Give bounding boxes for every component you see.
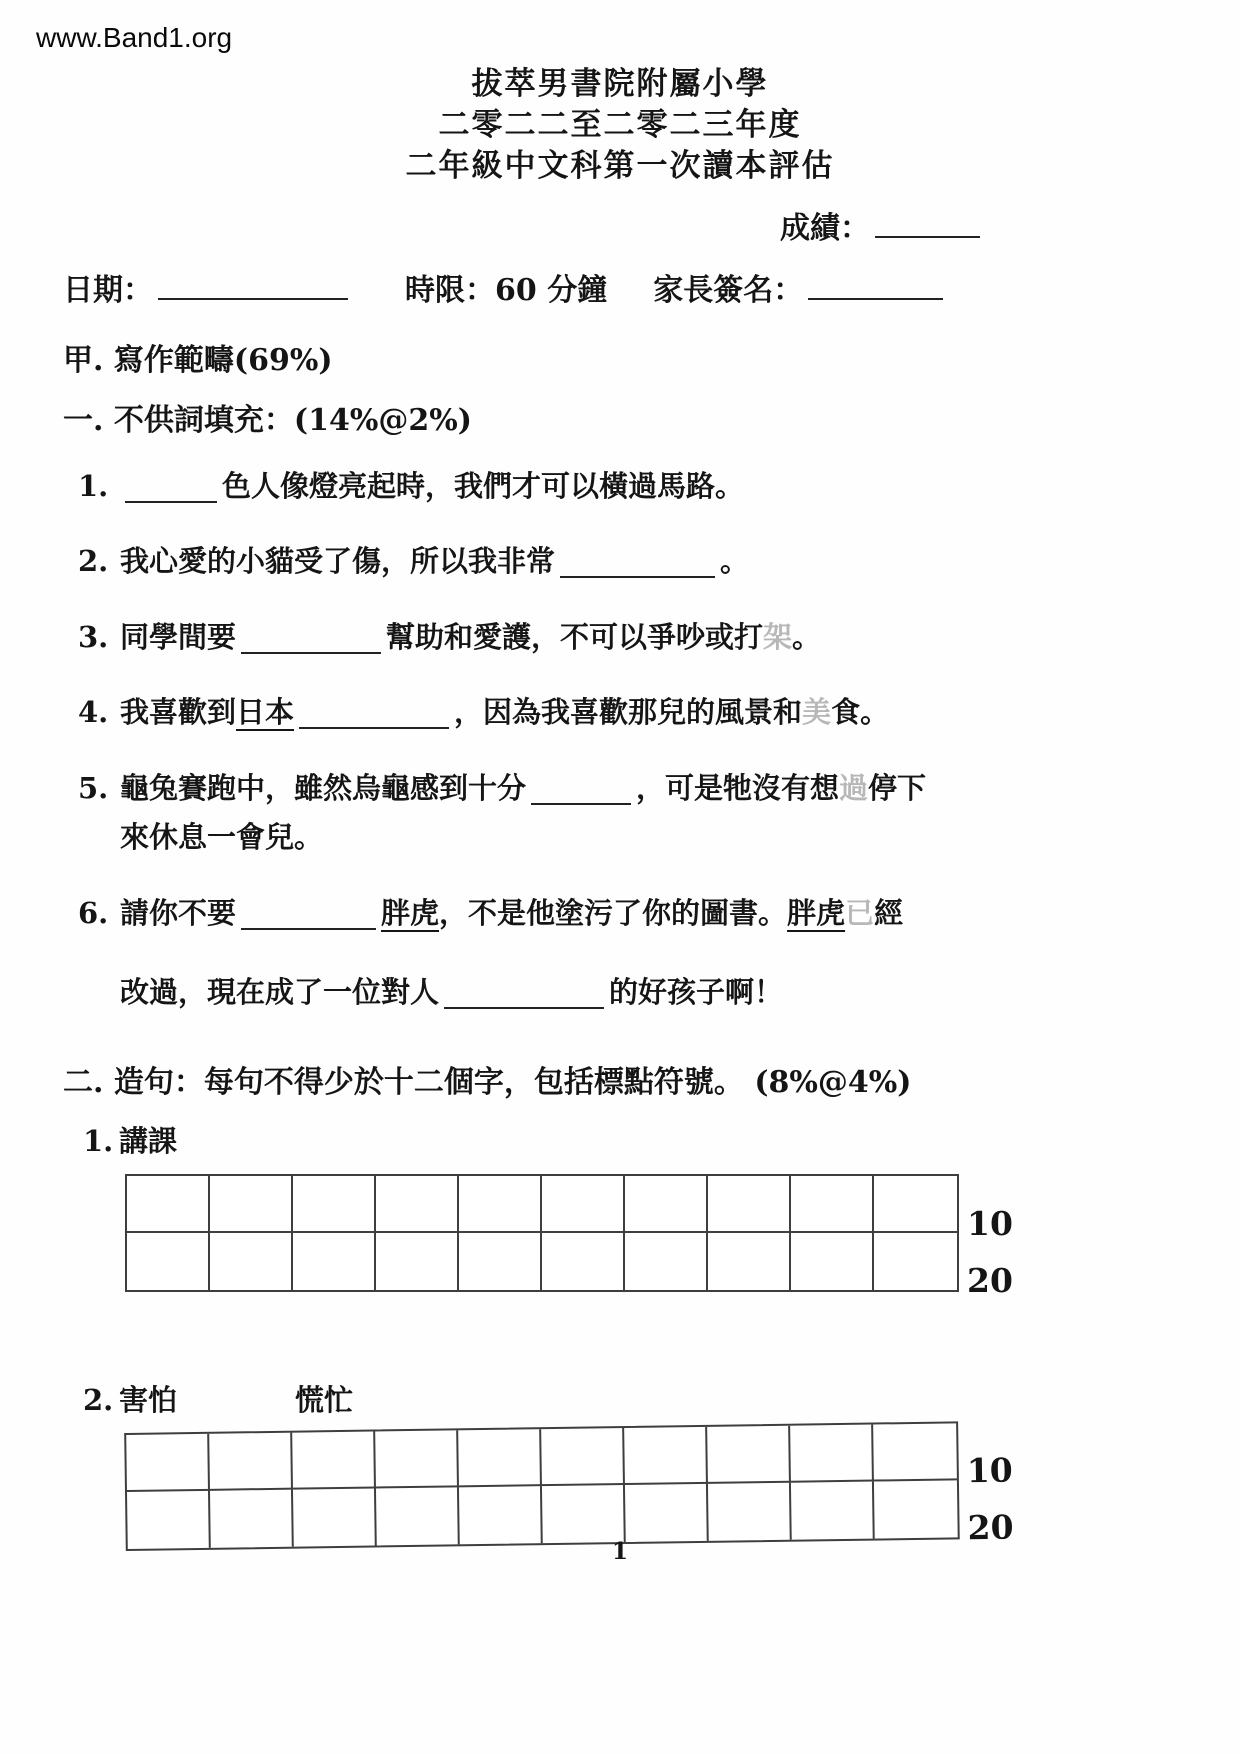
question-text: 美 bbox=[802, 695, 832, 730]
fill-in-questions bbox=[0, 465, 1240, 1015]
question-text: 龜兔賽跑中，雖然烏龜感到十分 bbox=[120, 770, 527, 805]
grid-cell[interactable] bbox=[708, 1482, 792, 1540]
word-count-label: 20 bbox=[967, 1507, 1014, 1547]
question bbox=[0, 540, 1240, 584]
answer-blank[interactable] bbox=[241, 622, 381, 654]
grid-cell[interactable] bbox=[542, 1233, 625, 1290]
question-text: 色人像燈亮起時，我們才可以橫過馬路。 bbox=[222, 468, 745, 503]
grid-cell[interactable] bbox=[874, 1480, 958, 1538]
date-blank[interactable] bbox=[158, 268, 348, 300]
question bbox=[0, 691, 1240, 735]
prompt-word: 講課 bbox=[119, 1123, 178, 1158]
question-line bbox=[78, 465, 1240, 509]
signature-blank[interactable] bbox=[808, 268, 943, 300]
question-line bbox=[78, 691, 1240, 735]
writing-grid bbox=[125, 1174, 959, 1292]
grid-cell[interactable] bbox=[874, 1176, 957, 1233]
word-count-label: 10 bbox=[966, 1450, 1013, 1490]
grid-cell[interactable] bbox=[210, 1233, 293, 1290]
question-text: 的好孩子啊！ bbox=[609, 975, 784, 1010]
question-text: 改過，現在成了一位對人 bbox=[120, 975, 440, 1010]
question-text: ，不是他塗污了你的圖書。 bbox=[439, 895, 788, 930]
question-line bbox=[78, 616, 1240, 660]
meta-row bbox=[0, 265, 1240, 309]
grid-cell[interactable] bbox=[126, 1434, 210, 1492]
grid-cell[interactable] bbox=[542, 1485, 626, 1543]
question-line bbox=[78, 540, 1240, 584]
writing-grid-wrap bbox=[124, 1417, 1240, 1551]
writing-grid bbox=[124, 1421, 960, 1551]
question-text: 日本 bbox=[236, 695, 295, 730]
grid-cell[interactable] bbox=[459, 1486, 543, 1544]
question-text: 同學間要 bbox=[120, 619, 237, 654]
question-text: 胖虎 bbox=[787, 895, 846, 930]
question-number: 2. bbox=[78, 544, 109, 579]
question-number: 6. bbox=[78, 895, 109, 930]
grid-cell[interactable] bbox=[292, 1431, 376, 1489]
question-number: 5. bbox=[78, 770, 109, 805]
question bbox=[0, 465, 1240, 509]
grid-cell[interactable] bbox=[542, 1176, 625, 1233]
question-text: 我喜歡到 bbox=[120, 695, 237, 730]
question-line bbox=[78, 892, 1240, 936]
sentence-item bbox=[0, 1119, 1240, 1300]
sentence-item bbox=[0, 1378, 1240, 1551]
score-row bbox=[0, 203, 1240, 247]
grid-cell[interactable] bbox=[375, 1430, 459, 1488]
part1-title: 一. 不供詞填充：(14%@2%) bbox=[63, 402, 472, 438]
answer-blank[interactable] bbox=[531, 773, 631, 805]
grid-cell[interactable] bbox=[791, 1176, 874, 1233]
grid-cell[interactable] bbox=[791, 1481, 875, 1539]
grid-cell[interactable] bbox=[376, 1176, 459, 1233]
word-count-label: 20 bbox=[967, 1260, 1013, 1300]
question-text: 。 bbox=[792, 619, 822, 654]
grid-cell[interactable] bbox=[459, 1176, 542, 1233]
question-line bbox=[78, 971, 1240, 1015]
school-name: 拔萃男書院附屬小學 bbox=[471, 66, 769, 102]
question-text: ，可是牠沒有想 bbox=[636, 770, 840, 805]
grid-cell[interactable] bbox=[127, 1233, 210, 1290]
question-text: 經 bbox=[874, 895, 904, 930]
question-number: 1. bbox=[78, 468, 109, 503]
question-text: 食。 bbox=[831, 695, 890, 730]
question bbox=[0, 767, 1240, 860]
question-text: ，因為我喜歡那兒的風景和 bbox=[454, 695, 803, 730]
question-text: 幫助和愛護，不可以爭吵或打 bbox=[386, 619, 764, 654]
grid-cell[interactable] bbox=[376, 1487, 460, 1545]
score-blank[interactable] bbox=[875, 206, 980, 238]
answer-blank[interactable] bbox=[560, 546, 715, 578]
grid-cell[interactable] bbox=[625, 1176, 708, 1233]
question-text: 已 bbox=[845, 895, 875, 930]
exam-title: 二年級中文科第一次讀本評估 bbox=[405, 147, 835, 184]
grid-cell[interactable] bbox=[791, 1233, 874, 1290]
question-number: 3. bbox=[78, 619, 109, 654]
sentence-prompt bbox=[0, 1119, 1240, 1160]
question-text: 。 bbox=[720, 544, 750, 579]
date-label: 日期： bbox=[63, 272, 153, 308]
grid-cell[interactable] bbox=[376, 1233, 459, 1290]
question-text: 胖虎 bbox=[381, 895, 440, 930]
grid-cell[interactable] bbox=[293, 1176, 376, 1233]
grid-cell[interactable] bbox=[459, 1233, 542, 1290]
grid-cell[interactable] bbox=[707, 1425, 791, 1483]
word-count-labels bbox=[966, 1420, 1014, 1547]
school-year: 二零二二至二零二三年度 bbox=[438, 106, 802, 143]
grid-cell[interactable] bbox=[708, 1176, 791, 1233]
answer-blank[interactable] bbox=[241, 898, 376, 930]
grid-cell[interactable] bbox=[209, 1432, 293, 1490]
question-text: 過 bbox=[839, 770, 869, 805]
word-count-labels bbox=[967, 1174, 1013, 1300]
sentence-making-section bbox=[0, 1119, 1240, 1551]
grid-cell[interactable] bbox=[790, 1424, 874, 1482]
question-text: 停下 bbox=[868, 770, 927, 805]
answer-blank[interactable] bbox=[125, 471, 217, 503]
part2-title: 二. 造句：每句不得少於十二個字，包括標點符號。 (8%@4%) bbox=[63, 1064, 912, 1100]
grid-cell[interactable] bbox=[541, 1428, 625, 1486]
writing-grid-wrap bbox=[125, 1174, 1240, 1300]
answer-blank[interactable] bbox=[299, 697, 449, 729]
question-text: 請你不要 bbox=[120, 895, 237, 930]
page-number: 1 bbox=[611, 1538, 628, 1565]
question bbox=[0, 892, 1240, 1015]
sentence-number: 2. bbox=[83, 1382, 114, 1417]
grid-cell[interactable] bbox=[293, 1233, 376, 1290]
question bbox=[0, 616, 1240, 660]
question-line bbox=[78, 816, 1240, 860]
question-text: 我心愛的小貓受了傷，所以我非常 bbox=[120, 544, 556, 579]
question-number: 4. bbox=[78, 695, 109, 730]
section-a-title: 甲. 寫作範疇(69%) bbox=[63, 342, 333, 378]
grid-cell[interactable] bbox=[127, 1176, 210, 1233]
sentence-prompt bbox=[0, 1378, 1240, 1419]
score-label: 成績： bbox=[780, 210, 870, 246]
grid-cell[interactable] bbox=[210, 1176, 293, 1233]
parent-signature-label: 家長簽名： bbox=[653, 272, 804, 308]
prompt-word: 慌忙 bbox=[295, 1382, 354, 1417]
grid-cell[interactable] bbox=[458, 1429, 542, 1487]
watermark-site-link[interactable]: www.Band1.org bbox=[36, 22, 233, 53]
grid-cell[interactable] bbox=[625, 1484, 709, 1542]
grid-cell[interactable] bbox=[708, 1233, 791, 1290]
grid-cell[interactable] bbox=[873, 1423, 957, 1481]
prompt-word: 害怕 bbox=[119, 1382, 178, 1417]
grid-cell[interactable] bbox=[625, 1233, 708, 1290]
question-text: 架 bbox=[763, 619, 793, 654]
sentence-number: 1. bbox=[83, 1123, 114, 1158]
time-limit-label: 時限：60 分鐘 bbox=[405, 272, 608, 308]
answer-blank[interactable] bbox=[444, 977, 604, 1009]
grid-cell[interactable] bbox=[874, 1233, 957, 1290]
question-line bbox=[78, 767, 1240, 811]
word-count-label: 10 bbox=[967, 1203, 1013, 1243]
grid-cell[interactable] bbox=[624, 1427, 708, 1485]
question-text: 來休息一會兒。 bbox=[120, 820, 324, 855]
